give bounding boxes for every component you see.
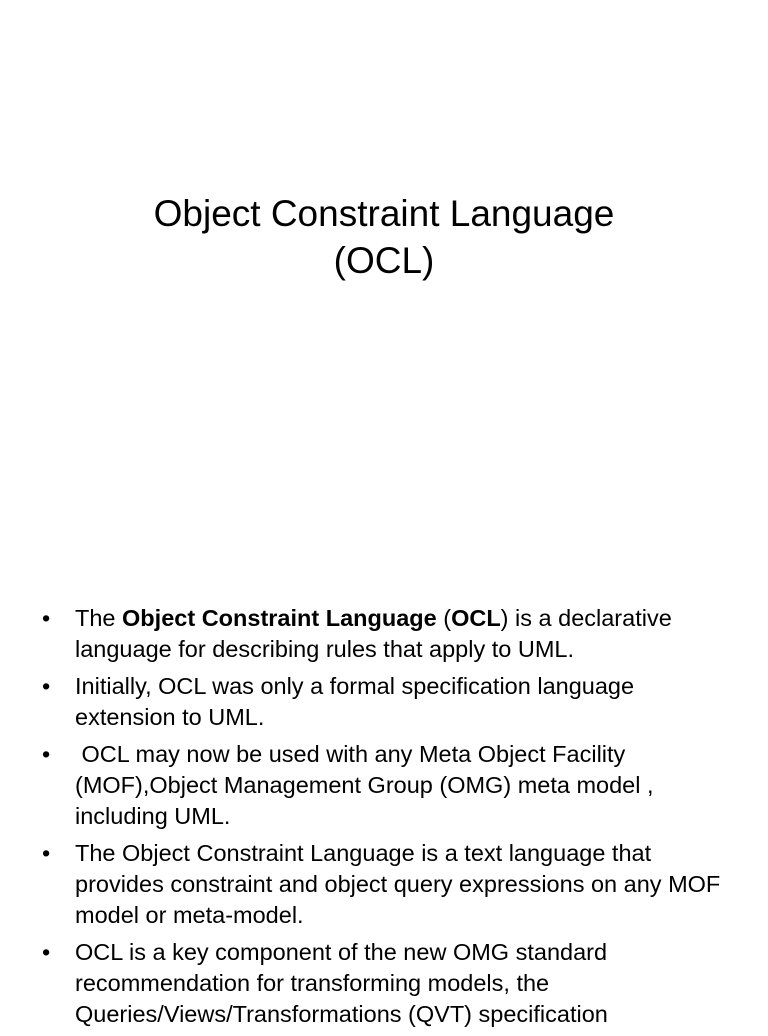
bullet-1-bold-term: Object Constraint Language — [122, 605, 437, 631]
bullet-4-text: The Object Constraint Language is a text language that provides constraint and object query expressions on any MOF model or meta-model. — [75, 840, 721, 928]
bullet-dot-icon: • — [42, 605, 51, 631]
bullet-item-5 — [42, 937, 722, 1030]
bullet-dot-icon: • — [42, 840, 51, 866]
bullet-item-1 — [42, 603, 722, 665]
bullet-2-text: Initially, OCL was only a formal specification language extension to UML. — [75, 673, 635, 730]
bullet-item-2 — [42, 671, 722, 733]
bullet-3-text: OCL may now be used with any Meta Object Facility (MOF),Object Management Group (OMG) meta model , including UML. — [75, 741, 661, 829]
bullet-item-4 — [42, 838, 722, 931]
bullet-dot-icon: • — [42, 939, 51, 965]
title-line-2: (OCL) — [333, 240, 435, 281]
bullet-5-text: OCL is a key component of the new OMG standard recommendation for transforming models, the Queries/Views/Transformations (QVT) specification — [75, 939, 608, 1027]
bullet-1-bold-acronym: OCL — [451, 605, 501, 631]
bullet-list — [42, 603, 722, 1036]
bullet-1-post: ) is a declarative language for describing rules that apply to UML. — [75, 605, 672, 662]
bullet-dot-icon: • — [42, 741, 51, 767]
bullet-item-3 — [42, 739, 722, 832]
bullet-dot-icon: • — [42, 673, 51, 699]
title-line-1: Object Constraint Language — [153, 193, 615, 234]
bullet-1-pre: The — [75, 605, 123, 631]
slide-title — [0, 190, 768, 284]
bullet-1-mid: ( — [436, 605, 452, 631]
